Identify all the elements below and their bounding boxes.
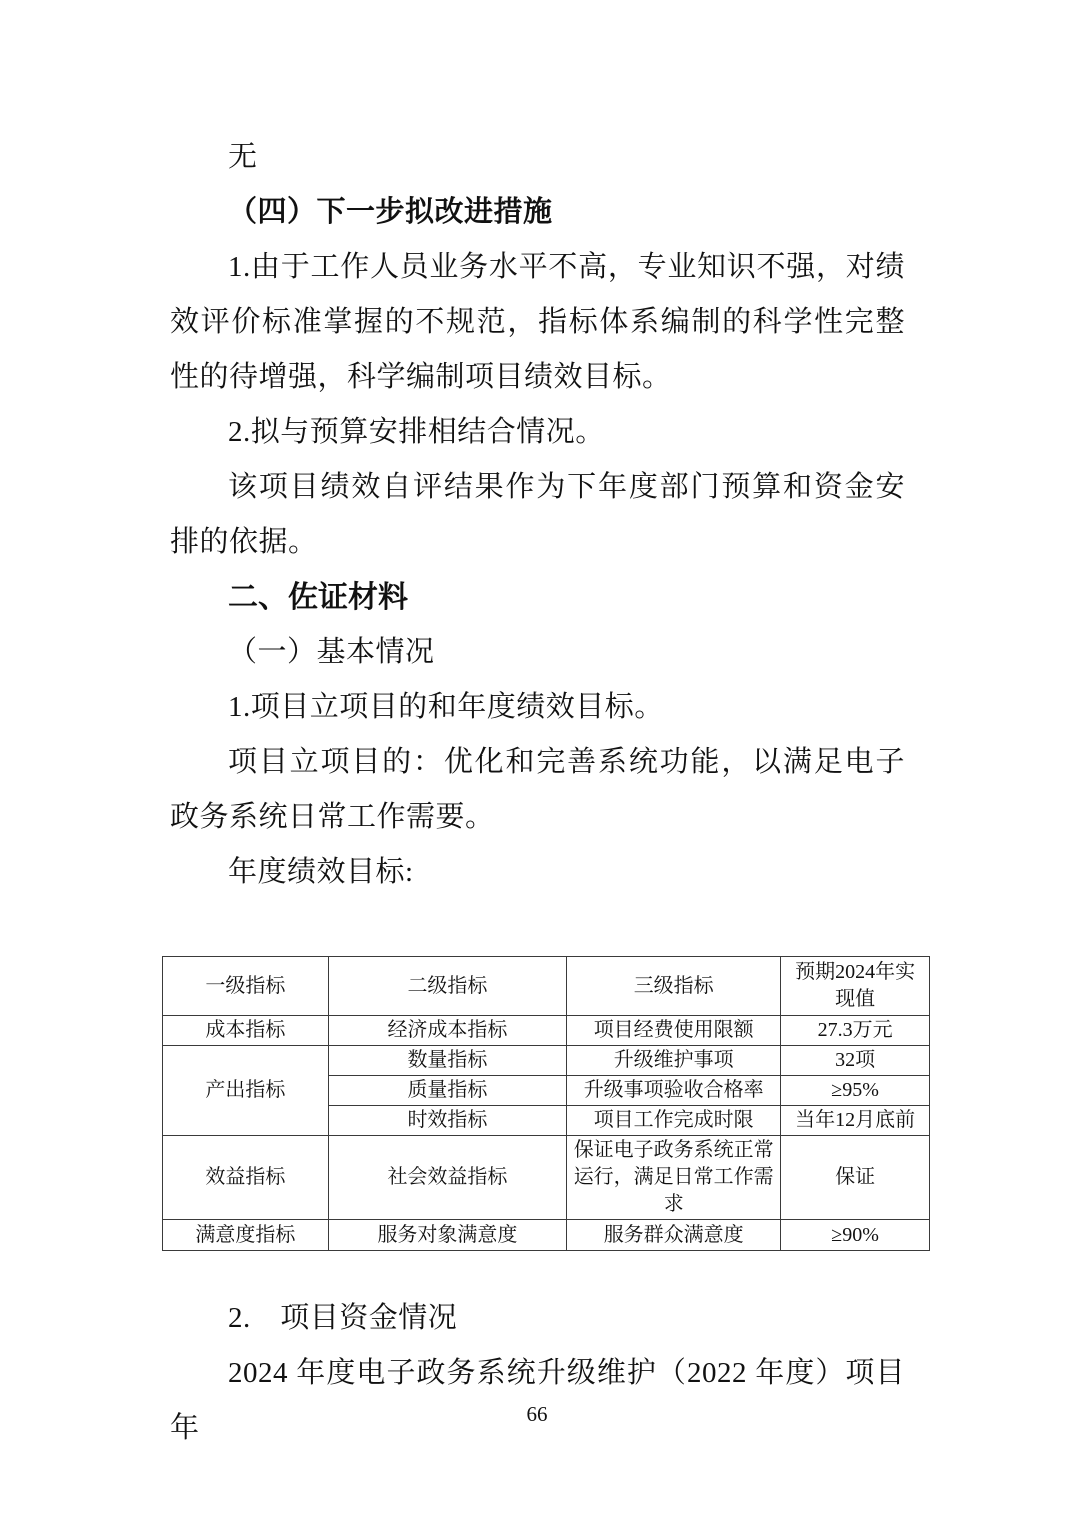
heading-supporting-materials: 二、佐证材料: [228, 581, 408, 614]
table-cell: 升级事项验收合格率: [567, 1076, 781, 1106]
table-row-satisfaction: [163, 1220, 930, 1251]
table-cell: 项目工作完成时限: [567, 1106, 781, 1136]
table-cell: 升级维护事项: [567, 1046, 781, 1076]
table-cell: 保证: [781, 1136, 930, 1220]
table-cell: ≥95%: [781, 1076, 930, 1106]
page-number: 66: [526, 1402, 548, 1426]
table-cell: 成本指标: [163, 1016, 329, 1046]
heading-basic-info: （一）基本情况: [228, 636, 435, 668]
paragraph-annual-target-label: 年度绩效目标:: [228, 856, 414, 888]
table-row-cost: [163, 1016, 930, 1046]
paragraph-project-goal-title: 1.项目立项目的和年度绩效目标。: [228, 691, 664, 723]
table-header-level1-indicator: 一级指标: [163, 957, 329, 1016]
paragraph-project-funds-body: 2024 年度电子政务系统升级维护（2022 年度）项目年: [170, 1357, 905, 1444]
table-cell: ≥90%: [781, 1220, 930, 1251]
paragraph-budget-combine-title: 2.拟与预算安排相结合情况。: [228, 416, 605, 448]
paragraph-none: 无: [228, 141, 258, 173]
heading-section-four: （四）下一步拟改进措施: [228, 196, 553, 228]
table-row-output-quantity: [163, 1046, 930, 1076]
table-header-level2-indicator: 二级指标: [328, 957, 567, 1016]
table-cell: 项目经费使用限额: [567, 1016, 781, 1046]
table-cell: 当年12月底前: [781, 1106, 930, 1136]
table-header-level3-indicator: 三级指标: [567, 957, 781, 1016]
performance-indicators-table: [162, 956, 930, 1251]
table-cell: 服务对象满意度: [328, 1220, 567, 1251]
table-header-expected-2024-value: 预期2024年实现值: [781, 957, 930, 1016]
table-cell: 数量指标: [328, 1046, 567, 1076]
table-cell: 保证电子政务系统正常运行，满足日常工作需求: [567, 1136, 781, 1220]
table-cell: 满意度指标: [163, 1220, 329, 1251]
table-cell: 服务群众满意度: [567, 1220, 781, 1251]
table-cell: 32项: [781, 1046, 930, 1076]
table-cell: 27.3万元: [781, 1016, 930, 1046]
table-cell: 质量指标: [328, 1076, 567, 1106]
paragraph-project-goal-body: 项目立项目的：优化和完善系统功能，以满足电子政务系统日常工作需要。: [170, 746, 905, 833]
paragraph-improvement-measures: 1.由于工作人员业务水平不高，专业知识不强，对绩效评价标准掌握的不规范，指标体系编制的科学性完整性的待增强，科学编制项目绩效目标。: [170, 251, 905, 393]
table-cell: 经济成本指标: [328, 1016, 567, 1046]
table-row-benefit: [163, 1136, 930, 1220]
table-cell-output-group: 产出指标: [163, 1046, 329, 1136]
heading-project-funds: 2. 项目资金情况: [228, 1302, 458, 1334]
table-header-row: [163, 957, 930, 1016]
paragraph-budget-basis: 该项目绩效自评结果作为下年度部门预算和资金安排的依据。: [170, 471, 905, 558]
table-cell: 时效指标: [328, 1106, 567, 1136]
table-cell: 效益指标: [163, 1136, 329, 1220]
table-cell: 社会效益指标: [328, 1136, 567, 1220]
